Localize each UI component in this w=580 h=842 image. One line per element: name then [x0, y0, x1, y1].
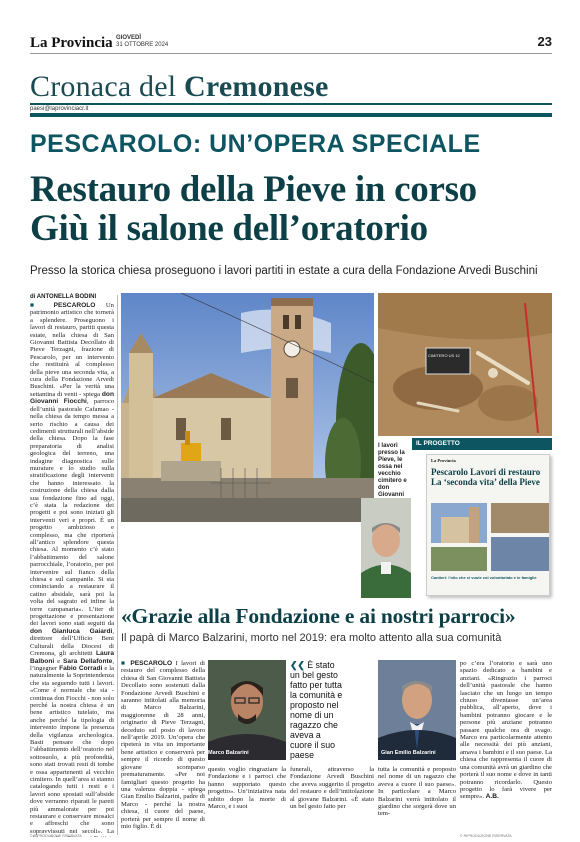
- copyright-notice: © RIPRODUZIONE RISERVATA: [30, 834, 82, 838]
- related-label: IL PROGETTO: [412, 438, 552, 450]
- second-body-col2c: tutta la comunità e proposto nel nome di un ragazzo che aveva a cuore il suo paese». In particolare a Marco Balzarini verrà intitolato il giardino che sorgerà dove un tem-: [378, 766, 456, 818]
- gian-caption: Gian Emilio Balzarini: [381, 750, 436, 756]
- article-body: ■ PESCAROLO Un patrimonio artistico che tornerà a splendere. Proseguono i lavori di restauro, partiti questa estate, nella chiesa di San Giovanni Battista Decollato di Pieve Terzagni, frazione di Pescarolo, per un intervento che restituirà al complesso della pieve una seconda vita, a cura della Fondazione Arvedi Buschini. «Per la verità una settantina di venti - spiega don Giovanni Fiocchi, parroco dell’unità pastorale Cafamao - nella chiesa da tempo messa a serio rischio a causa dei cedimenti strutturali nell’abside della chiesa. Dopo la fase preparatoria di analisi geologica del terreno, una indagine diagnostica sulle murature e lo studio sulla stratificazione degli interventi che hanno interessato la costruzione della chiesa dalla sua fondazione fino ad oggi, c’è stata la redazione dei progetti e poi sono iniziati gli interventi veri e propri. È un progetto ambizioso e complesso, ma che riporterà all’antico splendore questa chiesa. Al momento c’è stato l’abbattimento del salone parrocchiale, l’oratorio, per poi intervenire sul fianco della chiesa e sul campanile. Si sta cominciando a restaurare il catino absidale, sarà poi la volta del sagrato ed infine la torre campanaria». L’iter di progettazione e presentazione dei lavori sono stati seguiti da don Gianluca Gaiardi, direttore dell’Ufficio Beni Culturali della Diocesi di Cremona, gli architetti Laura Balboni e Sara Dellafonte, l’ingegner Fabio Corradi e la naturalmente la Soprintendenza che sta seguendo tutti i lavori. «Come è normale che sia - continua don Fiocchi - non solo perché la nostra chiesa è un bene artistico tutelato, ma anche perché la tipologia di intervento impone la presenza della vigilanza archeologica. Basti pensare che dopo l’abbattimento dell’oratorio nel sottosuolo, a più profondità, sono stati trovati resti di tombe e ossa appartenenti al vecchio cimitero. In quell’area si stanno catalogando tutti i resti e i lavori sono spostati sull’abside dove verranno riparati le pareti più ammalorate per poi restaurare e conservare mosaici e affreschi che sono sopravvissuti nei secoli». La: [30, 302, 114, 835]
- section-email-link[interactable]: paesi@laprovinciacr.it: [30, 106, 89, 112]
- related-thumbnail-photos: [431, 503, 549, 571]
- article-subtitle: Presso la storica chiesa proseguono i lavori partiti in estate a cura della Fondazione Arvedi Buschini: [30, 265, 538, 277]
- pull-quote: ❮❮ È stato un bel gesto fatto per tutta la comunità e proposto nel nome di un ragazzo che aveva a cuore il suo paese: [290, 660, 343, 760]
- gian-emilio-photo: [378, 660, 456, 760]
- issue-date: GIOVEDÌ 31 OTTOBRE 2024: [116, 35, 169, 48]
- newspaper-logo: La Provincia: [30, 35, 113, 51]
- priest-photo: [361, 498, 411, 598]
- photo-caption: I lavori presso la Pieve, le ossa nel vecchio cimitero e don Giovanni: [378, 442, 407, 498]
- second-body-col1: ■ PESCAROLO I lavori di restauro del complesso della chiesa di San Giovanni Battista Decollato sono sostenuti dalla Fondazione Arvedi Buschini e saranno intitolati alla memoria di Marco Balzarini, maggiorenne di 28 anni, originario di Pieve Terzagni, deceduto sul posto di lavoro nell’aprile 2019. Un’opera che ripeterà in vita un importante bene artistico e conserverà per sempre il ricordo di questo giovane scomparso prematuramente. «Per noi famigliari questo progetto ha una valenza doppia - spiega Gian Emilio Balzarini, padre di Marco - perché la nostra chiesa, il cuore del paese, porterà per sempre il nome di mio figlio. È di: [121, 660, 205, 830]
- marco-caption: Marco Balzarini: [208, 750, 249, 756]
- section-title: Cronaca del Cremonese: [30, 70, 329, 103]
- copyright-notice-2: © RIPRODUZIONE RISERVATA: [460, 834, 512, 838]
- second-headline: «Grazie alla Fondazione e ai nostri parroci»: [121, 604, 516, 628]
- quote-mark-icon: ❮❮: [290, 660, 305, 670]
- article-headline: Restauro della Pieve in corso Giù il salone dell’oratorio: [30, 169, 477, 249]
- section-divider: [30, 103, 552, 105]
- excavation-photo: [378, 293, 552, 436]
- excavation-tag: CIMITERO US 12: [428, 353, 460, 358]
- masthead-divider: [30, 53, 552, 54]
- article-byline: di ANTONELLA BODINI: [30, 294, 97, 300]
- related-article-box[interactable]: [412, 438, 552, 598]
- church-photo: [121, 293, 374, 522]
- masthead: [30, 33, 552, 53]
- second-body-col3: po c’era l’oratorio e sarà uno spazio dedicato a bambini e anziani. «Ringrazio i parroci dell’unità pastorale che hanno lasciato che un luogo un tempo chiuso diventasse un’area pubblica, all’aperto, dove i bambini potranno giocare e le persone più anziane potranno passare qualche ora di svago. Marco era particolarmente attento alle necessità dei più anziani, amava i bambini e il suo paese. La chiesa che rappresenta il cuore di una comunità avrà un giardino che porterà il suo nome e dove in tanti potranno ricordarlo. Questo progetto lo farà vivere per sempre». A.B.: [460, 660, 552, 801]
- marco-photo: [208, 660, 286, 760]
- second-subtitle: Il papà di Marco Balzarini, morto nel 2019: era molto attento alla sua comunità: [121, 632, 502, 644]
- related-page-thumbnail[interactable]: La Provincia Pescarolo Lavori di restauro La ‘seconda vita’ della Pieve Cantieri: l’olio che ci vuole col volontariato e le famiglie: [426, 454, 550, 596]
- second-body-col2b: funerali, attraverso la Fondazione Arvedi Buschini che aveva suggerito il progetto del restauro e dell’intitolazione al giovane Balzarini. «È stato un bel gesto fatto per: [290, 766, 374, 811]
- second-body-col2: questo voglio ringraziare la Fondazione e i parroci che hanno supportato questo progetto». Un’iniziativa nata subito dopo la morte di Marco, e i suoi: [208, 766, 286, 811]
- page-number: 23: [537, 34, 552, 49]
- column-divider: [117, 295, 118, 835]
- section-bar: [30, 113, 552, 117]
- article-kicker: PESCAROLO: UN’OPERA SPECIALE: [30, 130, 481, 158]
